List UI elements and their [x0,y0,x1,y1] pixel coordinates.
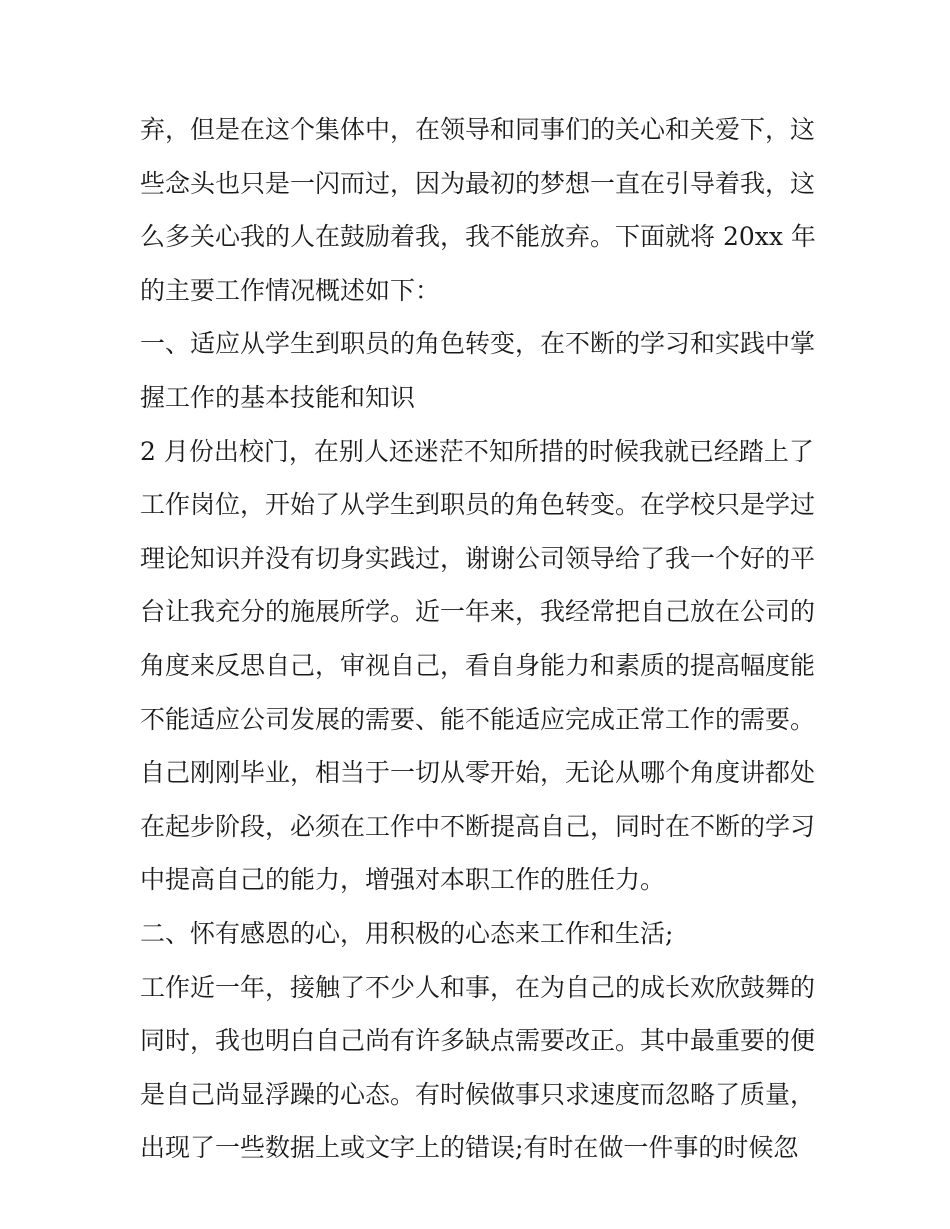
text-line: 在起步阶段，必须在工作中不断提高自己，同时在不断的学习 [140,811,816,841]
text-line: 弃，但是在这个集体中，在领导和同事们的关心和关爱下，这 [140,115,816,144]
text-line: 理论知识并没有切身实践过，谢谢公司领导给了我一个好的平 [140,543,816,573]
text-line: 的主要工作情况概述如下： [140,275,441,305]
text-line: 出现了一些数据上或文字上的错误;有时在做一件事的时候忽 [140,1133,799,1163]
text-line: 些念头也只是一闪而过，因为最初的梦想一直在引导着我，这 [140,168,816,198]
text-line: 不能适应公司发展的需要、能不能适应完成正常工作的需要。 [140,704,816,734]
section-heading-1: 一、适应从学生到职员的角色转变，在不断的学习和实践中掌 [140,329,816,359]
text-line: 同时，我也明白自己尚有许多缺点需要改正。其中最重要的便 [140,1026,816,1056]
text-line: 2 月份出校门，在别人还迷茫不知所措的时候我就已经踏上了 [140,436,814,466]
section-heading-2: 二、怀有感恩的心，用积极的心态来工作和生活; [140,918,674,948]
section-heading-1-cont: 握工作的基本技能和知识 [140,382,416,412]
text-line: 是自己尚显浮躁的心态。有时候做事只求速度而忽略了质量， [140,1079,816,1109]
text-line: 自己刚刚毕业，相当于一切从零开始，无论从哪个角度讲都处 [140,758,816,788]
text-line: 角度来反思自己，审视自己，看自身能力和素质的提高幅度能 [140,650,816,680]
text-line: 中提高自己的能力，增强对本职工作的胜任力。 [140,865,666,895]
text-line: 工作近一年，接触了不少人和事，在为自己的成长欢欣鼓舞的 [140,972,816,1002]
body-text [140,103,820,1175]
text-line: 么多关心我的人在鼓励着我，我不能放弃。下面就将 20xx 年 [140,222,816,252]
text-line: 台让我充分的施展所学。近一年来，我经常把自己放在公司的 [140,597,816,627]
text-line: 工作岗位，开始了从学生到职员的角色转变。在学校只是学过 [140,490,816,520]
